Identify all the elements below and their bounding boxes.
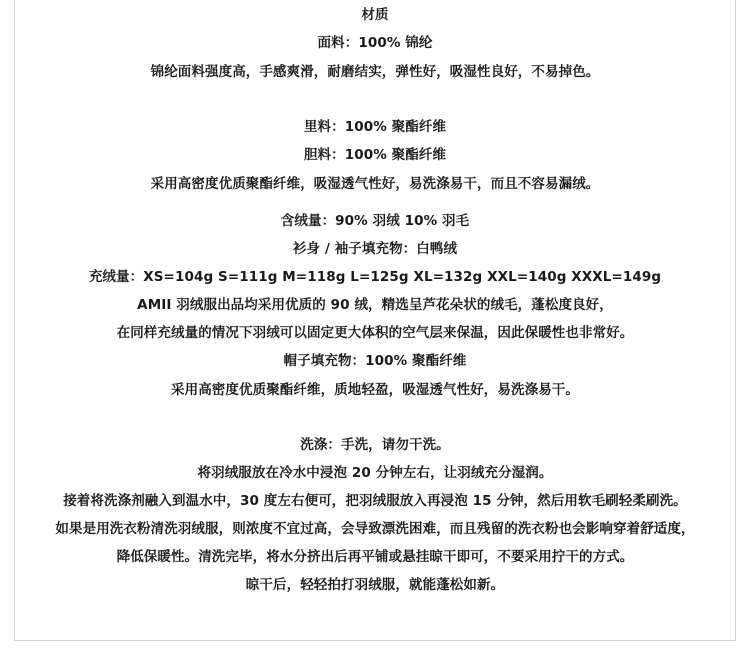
material-heading: 材质 [361, 7, 389, 23]
hood-fill-description: 采用高密度优质聚酯纤维，质地轻盈，吸湿透气性好，易洗涤易干。 [171, 382, 579, 398]
care-step-4: 降低保暖性。清洗完毕，将水分挤出后再平铺或悬挂晾干即可，不要采用拧干的方式。 [116, 549, 634, 565]
shell-fabric: 面料：100% 锦纶 [317, 35, 433, 51]
lining-fabric: 里料：100% 聚酯纤维 [303, 119, 447, 135]
care-step-5: 晾干后，轻轻拍打羽绒服，就能蓬松如新。 [245, 577, 505, 593]
shell-fabric-description: 锦纶面料强度高，手感爽滑，耐磨结实，弹性好，吸湿性良好，不易掉色。 [150, 64, 600, 80]
body-fill: 衫身 / 袖子填充物：白鸭绒 [292, 241, 458, 257]
care-step-3: 如果是用洗衣粉清洗羽绒服，则浓度不宜过高，会导致漂洗困难，而且残留的洗衣粉也会影响穿着舒适度， [55, 521, 695, 537]
fill-weight: 充绒量：XS=104g S=111g M=118g L=125g XL=132g XXL=140g XXXL=149g [88, 269, 662, 285]
hood-fill: 帽子填充物：100% 聚酯纤维 [283, 353, 467, 369]
inner-liner-fabric: 胆料：100% 聚酯纤维 [303, 147, 447, 163]
lining-description: 采用高密度优质聚酯纤维，吸湿透气性好，易洗涤易干，而且不容易漏绒。 [150, 176, 600, 192]
care-step-1: 将羽绒服放在冷水中浸泡 20 分钟左右，让羽绒充分湿润。 [197, 465, 553, 481]
washing-method: 洗涤：手洗，请勿干洗。 [300, 437, 450, 453]
down-content: 含绒量：90% 羽绒 10% 羽毛 [280, 213, 470, 229]
fill-description-1: AMII 羽绒服出品均采用优质的 90 绒，精选呈芦花朵状的绒毛，蓬松度良好， [137, 297, 613, 313]
care-step-2: 接着将洗涤剂融入到温水中，30 度左右便可，把羽绒服放入再浸泡 15 分钟，然后用软毛刷轻柔刷洗。 [63, 493, 687, 509]
content-frame [14, 0, 736, 641]
fill-description-2: 在同样充绒量的情况下羽绒可以固定更大体积的空气层来保温，因此保暖性也非常好。 [116, 325, 634, 341]
